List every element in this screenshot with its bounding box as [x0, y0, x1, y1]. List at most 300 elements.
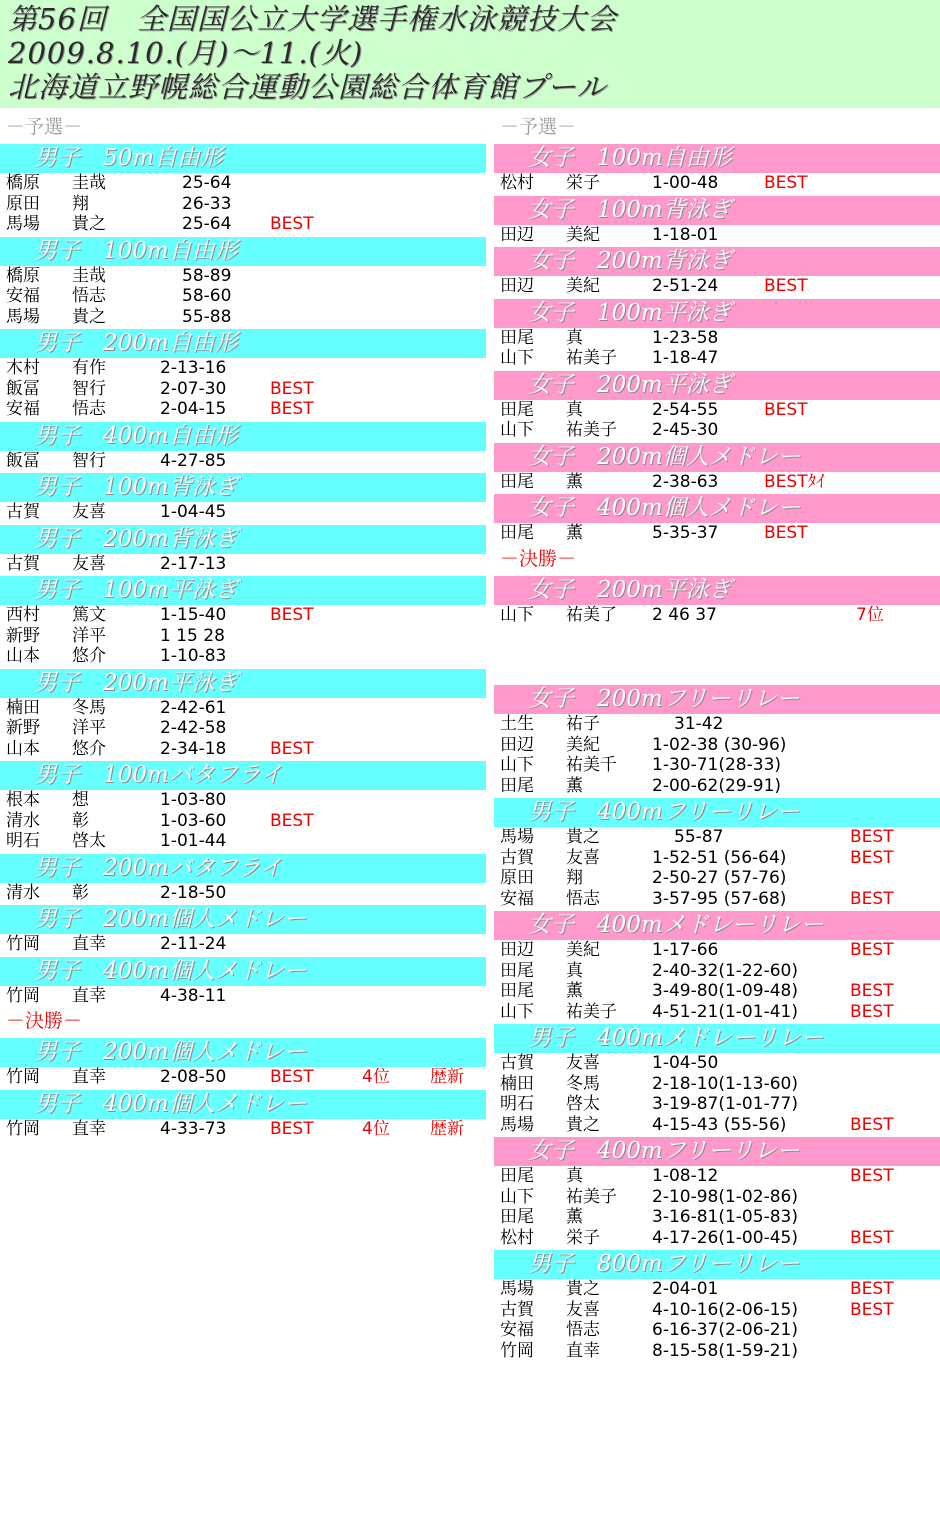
- event-title: 女子 200m背泳ぎ: [494, 247, 940, 276]
- event-results: [494, 328, 940, 369]
- swimmer-family-name: 土生: [500, 714, 534, 734]
- event-results: [494, 400, 940, 441]
- result-row: [494, 225, 940, 246]
- event-results: [0, 266, 486, 328]
- swimmer-family-name: 古賀: [500, 1299, 534, 1320]
- result-row: [0, 554, 486, 575]
- swimmer-given-name: 祐美了: [566, 604, 617, 625]
- swimmer-given-name: 薫: [566, 523, 583, 543]
- event-results: [494, 940, 940, 1022]
- swimmer-family-name: 安福: [500, 888, 534, 909]
- swimmer-given-name: 冬馬: [566, 1073, 600, 1094]
- best-badge: BEST: [270, 1067, 314, 1087]
- result-time: 1-02-38 (30-96): [652, 734, 787, 755]
- result-row: [494, 328, 940, 349]
- result-time: 2-11-24: [160, 934, 227, 954]
- result-time: 1-04-50: [652, 1053, 719, 1073]
- swimmer-family-name: 明石: [6, 831, 40, 851]
- event-title: 男子 400mフリーリレー: [494, 798, 940, 827]
- event-results: [494, 173, 940, 194]
- result-time: 1-52-51 (56-64): [652, 847, 787, 868]
- result-time: 26-33: [182, 193, 232, 214]
- swimmer-family-name: 古賀: [500, 847, 534, 868]
- event-title: 男子 400m個人メドレー: [0, 1090, 486, 1119]
- result-time: 4-33-73: [160, 1118, 227, 1139]
- event-results: [0, 1067, 486, 1088]
- best-badge: BEST: [764, 276, 808, 296]
- event-title: 男子 800mフリーリレー: [494, 1250, 940, 1279]
- rank-badge: 7位: [856, 604, 884, 625]
- swimmer-given-name: 直幸: [72, 1118, 106, 1139]
- result-row: [494, 1002, 940, 1023]
- swimmer-given-name: 直幸: [72, 934, 106, 954]
- result-time: 2-17-13: [160, 553, 227, 574]
- swimmer-family-name: 安福: [6, 399, 40, 419]
- result-time: 1-08-12: [652, 1166, 719, 1186]
- result-row: [494, 961, 940, 982]
- event-title: 男子 100m自由形: [0, 237, 486, 266]
- best-badge: BEST: [850, 1114, 894, 1135]
- event-results: [494, 1279, 940, 1361]
- result-row: [0, 883, 486, 904]
- result-row: [494, 1094, 940, 1115]
- best-badge: BEST: [850, 888, 894, 909]
- event-results: [0, 986, 486, 1007]
- event-results: [0, 605, 486, 667]
- event-results: [0, 173, 486, 235]
- result-row: [494, 1320, 940, 1341]
- result-time: 58-60: [182, 286, 232, 306]
- best-badge: BEST: [850, 1001, 894, 1022]
- swimmer-family-name: 田辺: [500, 276, 534, 296]
- result-row: [0, 790, 486, 811]
- best-badge: BEST: [270, 605, 314, 625]
- swimmer-given-name: 直幸: [72, 985, 106, 1006]
- best-badge: BEST: [850, 847, 894, 868]
- result-time: 1-03-80: [160, 790, 227, 810]
- result-time: 2-54-55: [652, 399, 719, 420]
- result-time: 2-51-24: [652, 276, 719, 296]
- result-time: 2-45-30: [652, 420, 719, 440]
- swimmer-given-name: 美紀: [566, 734, 600, 755]
- result-row: [494, 755, 940, 776]
- swimmer-family-name: 清水: [6, 810, 40, 831]
- event-title: 男子 100m平泳ぎ: [0, 576, 486, 605]
- swimmer-given-name: 祐子: [566, 714, 600, 734]
- swimmer-given-name: 美紀: [566, 940, 600, 960]
- result-time: 8-15-58(1-59-21): [652, 1340, 798, 1361]
- best-badge: BEST: [270, 399, 314, 419]
- swimmer-family-name: 馬場: [500, 1279, 534, 1299]
- result-time: 1-18-47: [652, 348, 719, 368]
- swimmer-given-name: 祐美子: [566, 1001, 617, 1022]
- result-time: 3-16-81(1-05-83): [652, 1207, 798, 1227]
- event-title: 女子 100m平泳ぎ: [494, 299, 940, 328]
- result-row: [0, 266, 486, 287]
- event-results: [494, 1053, 940, 1135]
- event-title: 女子 400mメドレーリレー: [494, 911, 940, 940]
- result-row: [0, 605, 486, 626]
- swimmer-given-name: 直幸: [72, 1067, 106, 1087]
- swimmer-given-name: 真: [566, 960, 583, 981]
- result-time: 1-18-01: [652, 224, 719, 245]
- result-row: [494, 1228, 940, 1249]
- event-results: [0, 883, 486, 904]
- event-title: 女子 100m背泳ぎ: [494, 196, 940, 225]
- result-time: 2-38-63: [652, 471, 719, 492]
- best-badge: BEST: [764, 173, 808, 193]
- result-row: [494, 735, 940, 756]
- swimmer-family-name: 竹岡: [6, 985, 40, 1006]
- result-time: 2-40-32(1-22-60): [652, 960, 798, 981]
- result-time: 58-89: [182, 265, 232, 286]
- swimmer-family-name: 馬場: [500, 1114, 534, 1135]
- swimmer-given-name: 薫: [566, 471, 583, 492]
- best-badge: BEST: [850, 827, 894, 847]
- result-row: [0, 214, 486, 235]
- event-results: [0, 554, 486, 575]
- swimmer-given-name: 薫: [566, 775, 583, 796]
- event-title: 女子 200m個人メドレー: [494, 443, 940, 472]
- swimmer-family-name: 田尾: [500, 523, 534, 543]
- swimmer-given-name: 洋平: [72, 718, 106, 738]
- result-time: 1 15 28: [160, 625, 225, 646]
- result-time: 2-00-62(29-91): [652, 775, 782, 796]
- result-row: [494, 776, 940, 797]
- event-title: 男子 200m平泳ぎ: [0, 669, 486, 698]
- result-time: 5-35-37: [652, 523, 719, 543]
- swimmer-given-name: 薫: [566, 1207, 583, 1227]
- swimmer-family-name: 楠田: [500, 1073, 534, 1094]
- swimmer-family-name: 馬場: [6, 214, 40, 234]
- swimmer-given-name: 智行: [72, 450, 106, 471]
- event-title: 男子 200m個人メドレー: [0, 1038, 486, 1067]
- result-time: 4-15-43 (55-56): [652, 1114, 787, 1135]
- swimmer-family-name: 西村: [6, 605, 40, 625]
- swimmer-given-name: 有作: [72, 358, 106, 378]
- event-title: 男子 200mバタフライ: [0, 854, 486, 883]
- result-row: [0, 698, 486, 719]
- result-row: [494, 1279, 940, 1300]
- swimmer-family-name: 竹岡: [6, 1067, 40, 1087]
- swimmer-family-name: 馬場: [6, 306, 40, 327]
- final-label: －決勝－: [500, 547, 577, 570]
- swimmer-family-name: 竹岡: [500, 1340, 534, 1361]
- event-title: 女子 200m平泳ぎ: [494, 371, 940, 400]
- result-row: [0, 986, 486, 1007]
- swimmer-family-name: 田尾: [500, 981, 534, 1001]
- result-time: 1-03-60: [160, 810, 227, 831]
- record-badge: 歴新: [430, 1067, 464, 1087]
- swimmer-given-name: 真: [566, 327, 583, 348]
- event-title: 女子 400m個人メドレー: [494, 494, 940, 523]
- swimmer-family-name: 飯冨: [6, 378, 40, 399]
- swimmer-family-name: 山下: [500, 1186, 534, 1207]
- event-title: 男子 100mバタフライ: [0, 761, 486, 790]
- swimmer-family-name: 明石: [500, 1094, 534, 1114]
- event-title: 男子 400m個人メドレー: [0, 957, 486, 986]
- result-row: [494, 889, 940, 910]
- rank-badge: 4位: [362, 1067, 390, 1087]
- result-time: 2-42-61: [160, 697, 227, 718]
- swimmer-family-name: 原田: [6, 193, 40, 214]
- swimmer-given-name: 真: [566, 1166, 583, 1186]
- swimmer-family-name: 田尾: [500, 775, 534, 796]
- best-badge: BEST: [764, 399, 808, 420]
- result-time: 4-27-85: [160, 450, 227, 471]
- event-results: [0, 1119, 486, 1140]
- best-badge: BEST: [850, 1227, 894, 1248]
- result-time: 2 46 37: [652, 604, 717, 625]
- best-badge: BEST: [270, 214, 314, 234]
- result-time: 1-15-40: [160, 605, 227, 625]
- event-results: [0, 451, 486, 472]
- swimmer-family-name: 山本: [6, 646, 40, 666]
- meet-dates: 2009.8.10.(月)～11.(火): [8, 36, 364, 70]
- meet-venue: 北海道立野幌総合運動公園総合体育館プール: [8, 70, 607, 104]
- result-time: 2-18-10(1-13-60): [652, 1073, 798, 1094]
- swimmer-family-name: 山下: [500, 1001, 534, 1022]
- result-time: 2-10-98(1-02-86): [652, 1186, 798, 1207]
- best-badge: BESTﾀｲ: [764, 471, 825, 492]
- result-time: 55-87: [674, 827, 724, 847]
- result-time: 2-04-01: [652, 1279, 719, 1299]
- swimmer-given-name: 祐美子: [566, 1186, 617, 1207]
- result-row: [494, 348, 940, 369]
- event-title: 女子 400mフリーリレー: [494, 1137, 940, 1166]
- result-row: [0, 831, 486, 852]
- result-row: [0, 358, 486, 379]
- swimmer-family-name: 原田: [500, 868, 534, 888]
- swimmer-given-name: 智行: [72, 378, 106, 399]
- event-results: [0, 790, 486, 852]
- result-row: [0, 173, 486, 194]
- swimmer-given-name: 美紀: [566, 224, 600, 245]
- swimmer-given-name: 薫: [566, 981, 583, 1001]
- meet-title: 第56回 全国国公立大学選手権水泳競技大会: [8, 2, 617, 36]
- swimmer-given-name: 貴之: [566, 827, 600, 847]
- swimmer-given-name: 貴之: [72, 306, 106, 327]
- result-row: [0, 739, 486, 760]
- event-results: [0, 934, 486, 955]
- result-row: [494, 1300, 940, 1321]
- result-time: 4-17-26(1-00-45): [652, 1227, 798, 1248]
- result-time: 1-04-45: [160, 502, 227, 522]
- result-row: [494, 400, 940, 421]
- result-row: [0, 626, 486, 647]
- result-row: [494, 981, 940, 1002]
- event-results: [494, 1166, 940, 1248]
- result-time: 1-01-44: [160, 831, 227, 851]
- swimmer-given-name: 冬馬: [72, 697, 106, 718]
- swimmer-family-name: 安福: [500, 1320, 534, 1340]
- result-time: 2-50-27 (57-76): [652, 868, 787, 888]
- event-title: 男子 50m自由形: [0, 144, 486, 173]
- swimmer-family-name: 橋原: [6, 173, 40, 193]
- swimmer-given-name: 祐美千: [566, 755, 617, 775]
- result-time: 1-23-58: [652, 327, 719, 348]
- result-row: [0, 934, 486, 955]
- swimmer-family-name: 竹岡: [6, 1118, 40, 1139]
- result-row: [0, 399, 486, 420]
- result-row: [494, 868, 940, 889]
- swimmer-given-name: 友喜: [566, 847, 600, 868]
- swimmer-given-name: 啓太: [566, 1094, 600, 1114]
- result-row: [494, 1166, 940, 1187]
- event-results: [494, 225, 940, 246]
- swimmer-family-name: 田尾: [500, 1166, 534, 1186]
- swimmer-family-name: 田尾: [500, 399, 534, 420]
- prelim-label: －予選－: [500, 116, 577, 138]
- event-results: [0, 358, 486, 420]
- swimmer-given-name: 篤文: [72, 605, 106, 625]
- women-results-column: [494, 112, 940, 1361]
- result-time: 1-30-71(28-33): [652, 755, 782, 775]
- swimmer-family-name: 田辺: [500, 940, 534, 960]
- result-time: 3-57-95 (57-68): [652, 888, 787, 909]
- result-time: 25-64: [182, 173, 232, 193]
- best-badge: BEST: [850, 1299, 894, 1320]
- swimmer-given-name: 悠介: [72, 646, 106, 666]
- event-title: 男子 200m個人メドレー: [0, 905, 486, 934]
- prelim-label: －予選－: [6, 116, 83, 138]
- swimmer-given-name: 貴之: [566, 1279, 600, 1299]
- swimmer-given-name: 彰: [72, 810, 89, 831]
- swimmer-given-name: 悟志: [566, 1320, 600, 1340]
- result-time: 1-10-83: [160, 646, 227, 666]
- result-time: 31-42: [674, 714, 724, 734]
- spacer: [494, 625, 940, 683]
- swimmer-given-name: 友喜: [566, 1299, 600, 1320]
- swimmer-family-name: 田尾: [500, 327, 534, 348]
- result-row: [0, 502, 486, 523]
- swimmer-given-name: 啓太: [72, 831, 106, 851]
- result-row: [494, 714, 940, 735]
- best-badge: BEST: [270, 738, 314, 759]
- result-row: [494, 420, 940, 441]
- swimmer-family-name: 楠田: [6, 697, 40, 718]
- swimmer-family-name: 山下: [500, 755, 534, 775]
- result-row: [494, 1207, 940, 1228]
- result-row: [0, 1119, 486, 1140]
- result-row: [0, 1067, 486, 1088]
- result-time: 2-42-58: [160, 718, 227, 738]
- swimmer-family-name: 山下: [500, 420, 534, 440]
- result-row: [0, 646, 486, 667]
- result-row: [0, 451, 486, 472]
- swimmer-given-name: 洋平: [72, 625, 106, 646]
- result-time: 25-64: [182, 214, 232, 234]
- swimmer-family-name: 山下: [500, 348, 534, 368]
- result-row: [494, 523, 940, 544]
- swimmer-family-name: 田辺: [500, 224, 534, 245]
- event-results: [0, 698, 486, 760]
- result-time: 2-07-30: [160, 378, 227, 399]
- swimmer-family-name: 清水: [6, 882, 40, 903]
- result-time: 6-16-37(2-06-21): [652, 1320, 798, 1340]
- result-row: [0, 286, 486, 307]
- result-time: 2-18-50: [160, 882, 227, 903]
- result-time: 4-51-21(1-01-41): [652, 1001, 798, 1022]
- swimmer-family-name: 古賀: [6, 502, 40, 522]
- best-badge: BEST: [764, 523, 808, 543]
- swimmer-family-name: 田辺: [500, 734, 534, 755]
- result-row: [494, 1115, 940, 1136]
- best-badge: BEST: [850, 981, 894, 1001]
- record-badge: 歴新: [430, 1118, 464, 1139]
- best-badge: BEST: [850, 1279, 894, 1299]
- result-row: [494, 848, 940, 869]
- result-row: [0, 379, 486, 400]
- swimmer-family-name: 田尾: [500, 960, 534, 981]
- swimmer-given-name: 友喜: [566, 1053, 600, 1073]
- final-label: －決勝－: [6, 1010, 83, 1032]
- swimmer-given-name: 圭哉: [72, 265, 106, 286]
- swimmer-family-name: 竹岡: [6, 934, 40, 954]
- result-row: [494, 472, 940, 493]
- result-row: [494, 173, 940, 194]
- result-time: 1-00-48: [652, 173, 719, 193]
- swimmer-family-name: 橋原: [6, 265, 40, 286]
- swimmer-family-name: 安福: [6, 286, 40, 306]
- swimmer-family-name: 山下: [500, 604, 534, 625]
- swimmer-family-name: 根本: [6, 790, 40, 810]
- result-time: 1-17-66: [652, 940, 719, 960]
- result-row: [0, 811, 486, 832]
- swimmer-family-name: 古賀: [6, 553, 40, 574]
- result-row: [494, 1341, 940, 1362]
- result-time: 2-13-16: [160, 358, 227, 378]
- swimmer-given-name: 祐美子: [566, 420, 617, 440]
- swimmer-given-name: 栄子: [566, 1227, 600, 1248]
- swimmer-given-name: 栄子: [566, 173, 600, 193]
- swimmer-given-name: 美紀: [566, 276, 600, 296]
- event-title: 男子 400m自由形: [0, 422, 486, 451]
- event-title: 男子 400mメドレーリレー: [494, 1024, 940, 1053]
- result-row: [494, 276, 940, 297]
- swimmer-given-name: 悟志: [72, 286, 106, 306]
- event-title: 男子 200m背泳ぎ: [0, 525, 486, 554]
- result-row: [0, 194, 486, 215]
- event-title: 女子 200mフリーリレー: [494, 685, 940, 714]
- event-title: 女子 100m自由形: [494, 144, 940, 173]
- swimmer-given-name: 圭哉: [72, 173, 106, 193]
- event-title: 男子 100m背泳ぎ: [0, 473, 486, 502]
- men-results-column: [0, 112, 486, 1139]
- swimmer-given-name: 彰: [72, 882, 89, 903]
- result-row: [494, 605, 940, 626]
- swimmer-given-name: 真: [566, 399, 583, 420]
- swimmer-given-name: 翔: [566, 868, 583, 888]
- result-time: 3-49-80(1-09-48): [652, 981, 798, 1001]
- result-row: [494, 1053, 940, 1074]
- best-badge: BEST: [850, 1166, 894, 1186]
- event-results: [0, 502, 486, 523]
- swimmer-family-name: 田尾: [500, 471, 534, 492]
- swimmer-family-name: 松村: [500, 173, 534, 193]
- page-header: [0, 0, 940, 108]
- result-time: 3-19-87(1-01-77): [652, 1094, 798, 1114]
- event-results: [494, 276, 940, 297]
- swimmer-given-name: 貴之: [566, 1114, 600, 1135]
- result-row: [0, 718, 486, 739]
- rank-badge: 4位: [362, 1118, 390, 1139]
- result-time: 4-10-16(2-06-15): [652, 1299, 798, 1320]
- result-time: 4-38-11: [160, 985, 227, 1006]
- swimmer-family-name: 古賀: [500, 1053, 534, 1073]
- swimmer-family-name: 飯冨: [6, 450, 40, 471]
- swimmer-given-name: 悟志: [566, 888, 600, 909]
